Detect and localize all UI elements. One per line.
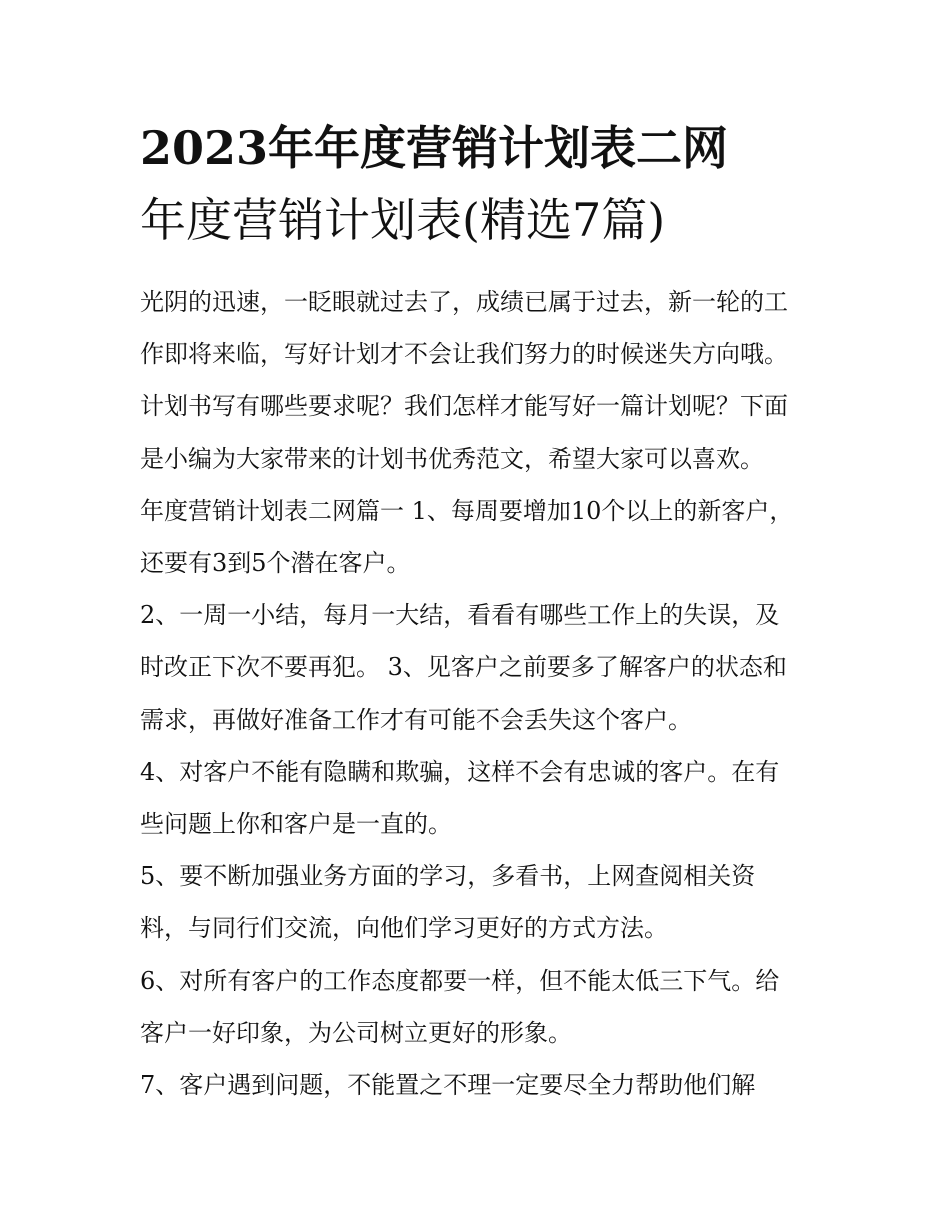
- body-line: 客户一好印象，为公司树立更好的形象。: [140, 1018, 572, 1047]
- document-body: [140, 276, 815, 1111]
- body-line: 时改正下次不要再犯。 3、见客户之前要多了解客户的状态和: [140, 653, 787, 682]
- body-line: 计划书写有哪些要求呢？我们怎样才能写好一篇计划呢？下面: [140, 392, 788, 421]
- body-line: 作即将来临，写好计划才不会让我们努力的时候迷失方向哦。: [140, 340, 788, 369]
- document-page: [140, 112, 815, 1111]
- body-line: 年度营销计划表二网篇一 1、每周要增加10个以上的新客户，: [140, 496, 794, 525]
- title-line-2: 年度营销计划表(精选7篇): [140, 193, 666, 247]
- body-line: 7、客户遇到问题，不能置之不理一定要尽全力帮助他们解: [140, 1071, 756, 1100]
- title-line-1: 2023年年度营销计划表二网: [140, 121, 729, 175]
- document-title: [140, 112, 815, 256]
- body-line: 5、要不断加强业务方面的学习，多看书，上网查阅相关资: [140, 862, 756, 891]
- body-line: 需求，再做好准备工作才有可能不会丢失这个客户。: [140, 705, 692, 734]
- body-line: 还要有3到5个潜在客户。: [140, 549, 411, 578]
- body-line: 4、对客户不能有隐瞒和欺骗，这样不会有忠诚的客户。在有: [140, 757, 780, 786]
- body-line: 是小编为大家带来的计划书优秀范文，希望大家可以喜欢。: [140, 444, 764, 473]
- body-line: 2、一周一小结，每月一大结，看看有哪些工作上的失误，及: [140, 601, 780, 630]
- body-line: 些问题上你和客户是一直的。: [140, 810, 452, 839]
- body-line: 料，与同行们交流，向他们学习更好的方式方法。: [140, 914, 668, 943]
- body-line: 6、对所有客户的工作态度都要一样，但不能太低三下气。给: [140, 966, 780, 995]
- body-line: 光阴的迅速，一眨眼就过去了，成绩已属于过去，新一轮的工: [140, 288, 788, 316]
